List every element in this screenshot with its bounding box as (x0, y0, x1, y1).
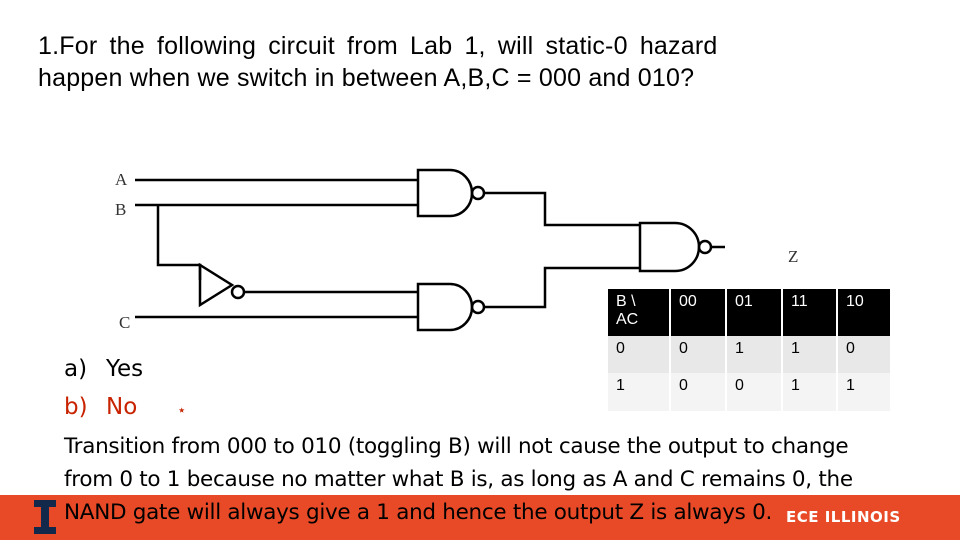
option-b-text: No (106, 394, 138, 420)
explanation-line-1: Transition from 000 to 010 (toggling B) will not cause the output to change (64, 434, 849, 459)
option-a-letter: a) (64, 356, 88, 382)
karnaugh-map-table (606, 289, 892, 411)
explanation-line-2: from 0 to 1 because no matter what B is, as long as A and C remains 0, the (64, 467, 853, 492)
table-row (607, 373, 891, 411)
header-cell: 11 (782, 289, 837, 336)
nand-upper-bubble (472, 187, 484, 199)
nand-gate-lower (418, 284, 472, 330)
inverter-bubble (232, 286, 244, 298)
table-row (607, 336, 891, 373)
footer-brand: ECE ILLINOIS (786, 508, 901, 526)
table-cell: 0 (837, 336, 891, 373)
table-cell: 0 (607, 336, 670, 373)
table-cell: 1 (607, 373, 670, 411)
nand-gate-upper (418, 170, 472, 216)
wire-b-branch (158, 205, 200, 280)
nand-lower-bubble (472, 301, 484, 313)
option-b-letter: b) (64, 394, 88, 420)
question-line-2: happen when we switch in between A,B,C = 000 and 010? (38, 64, 695, 92)
wire-upper-to-out (484, 193, 640, 225)
table-cell: 0 (670, 373, 726, 411)
table-cell: 1 (837, 373, 891, 411)
input-label-b: B (115, 200, 127, 219)
header-cell: 01 (726, 289, 782, 336)
option-a-text: Yes (106, 356, 144, 382)
question-text (38, 30, 798, 94)
table-cell: 0 (726, 373, 782, 411)
table-cell: 1 (782, 336, 837, 373)
table-cell: 0 (670, 336, 726, 373)
input-label-c: C (119, 313, 131, 332)
explanation-line-3: NAND gate will always give a 1 and hence the output Z is always 0. (64, 500, 772, 525)
explanation-text (64, 430, 934, 529)
header-cell: 10 (837, 289, 891, 336)
header-cell: 00 (670, 289, 726, 336)
question-line-1: 1.For the following circuit from Lab 1, will static-0 hazard (38, 32, 718, 60)
illinois-block-i-icon (34, 500, 56, 534)
nand-output-bubble (699, 241, 711, 253)
inverter-gate (200, 265, 232, 305)
nand-gate-output (640, 223, 699, 271)
table-cell: 1 (782, 373, 837, 411)
header-cell: B \ AC (607, 289, 670, 336)
table-cell: 1 (726, 336, 782, 373)
option-b (64, 394, 137, 420)
answer-star-icon: ⋆ (177, 402, 187, 419)
table-header-row (607, 289, 891, 336)
option-a (64, 356, 143, 382)
input-label-a: A (115, 170, 128, 189)
output-label-z-text: Z (788, 247, 799, 266)
